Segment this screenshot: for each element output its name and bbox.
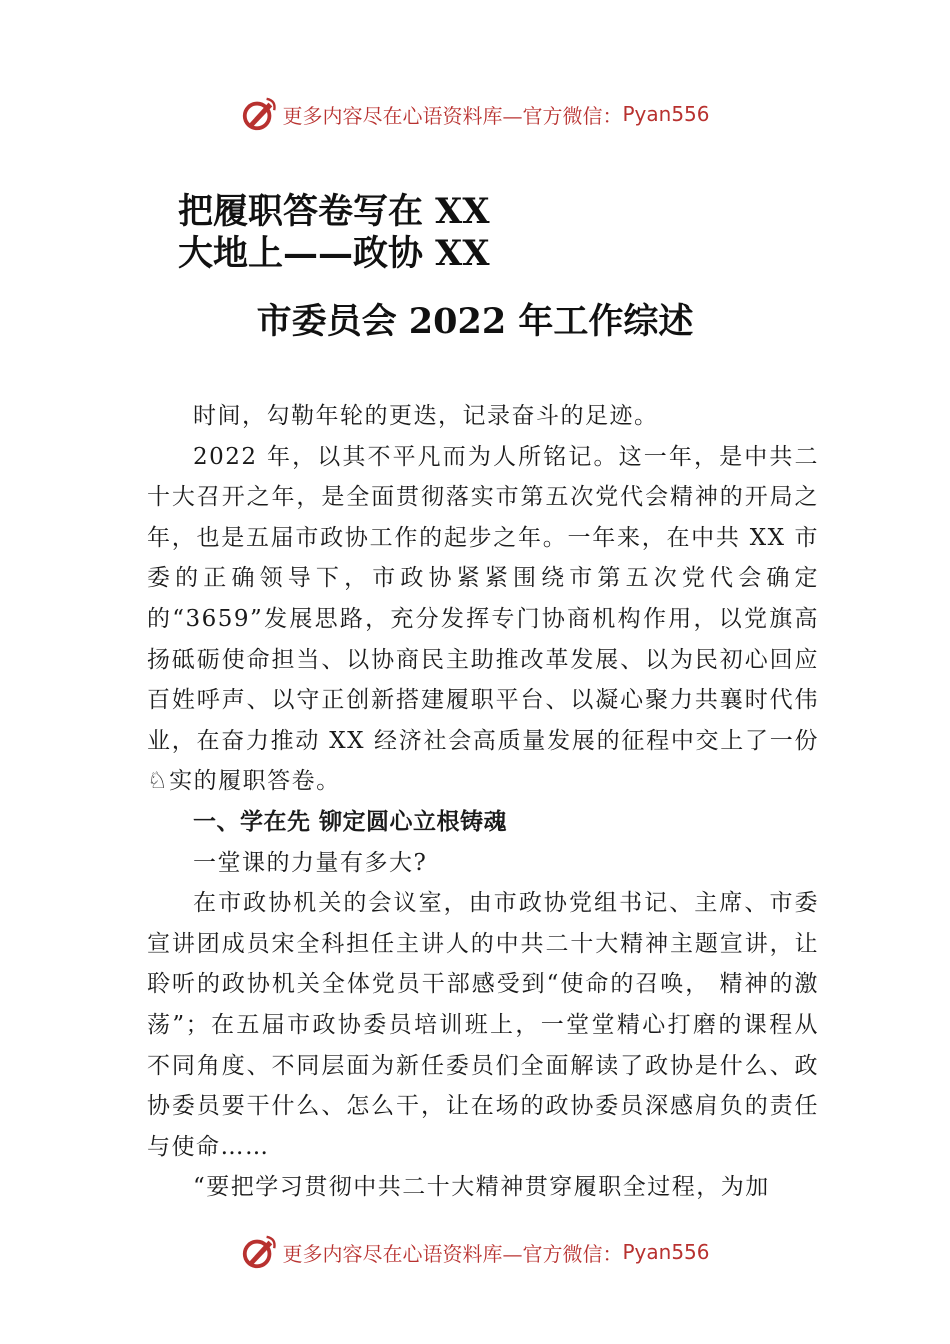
doc-title-line-3: 市委员会 2022 年工作综述 [256, 301, 694, 342]
paragraph-summary: 2022 年，以其不平凡而为人所铭记。这一年，是中共二十大召开之年，是全面贯彻落实市第五次党代会精神的开局之年，也是五届市政协工作的起步之年。一年来，在中共 XX 市委的正确领导下，市政协紧紧围绕市第五次党代会确定的“3659”发展思路，充分发挥专门协商机构作用，以党旗高扬砥砺使命担当、以协商民主助推改革发展、以为民初心回应百姓呼声、以守正创新搭建履职平台、以凝心聚力共襄时代伟业，在奋力推动 XX 经济社会高质量发展的征程中交上了一份♘实的履职答卷。 [147, 443, 819, 795]
paragraph-quote: “要把学习贯彻中共二十大精神贯穿履职全过程，为加 [193, 1174, 770, 1201]
paragraph-lecture: 在市政协机关的会议室，由市政协党组书记、主席、市委宣讲团成员宋全科担任主讲人的中共二十大精神主题宣讲，让聆听的政协机关全体党员干部感受到“使命的召唤， 精神的激荡”；在五届市政协委员培训班上，一堂堂精心打磨的课程从不同角度、不同层面为新任委员们全面解读了政协是什么、政协委员要干什么、怎么干，让在场的政协委员深感肩负的责任与使命…… [147, 890, 819, 1160]
paragraph-question: 一堂课的力量有多大? [193, 849, 428, 876]
watermark-text: 更多内容尽在心语资料库—官方微信： [282, 1241, 623, 1266]
watermark-id: Pyan556 [622, 102, 710, 126]
section-heading: 一、学在先 铆定圆心立根铸魂 [193, 808, 508, 835]
pen-logo-icon [240, 95, 278, 133]
watermark-text: 更多内容尽在心语资料库—官方微信： [282, 103, 623, 128]
doc-title-line-1: 把履职答卷写在 XX [178, 191, 490, 232]
watermark-id: Pyan556 [622, 1240, 710, 1264]
doc-title-line-2: 大地上——政协 XX [178, 233, 490, 274]
watermark-banner-bottom [0, 1232, 950, 1272]
watermark-banner-top [0, 94, 950, 134]
pen-logo-icon [240, 1233, 278, 1271]
doc-body [147, 396, 819, 1208]
paragraph-intro: 时间，勾勒年轮的更迭，记录奋斗的足迹。 [193, 403, 659, 429]
